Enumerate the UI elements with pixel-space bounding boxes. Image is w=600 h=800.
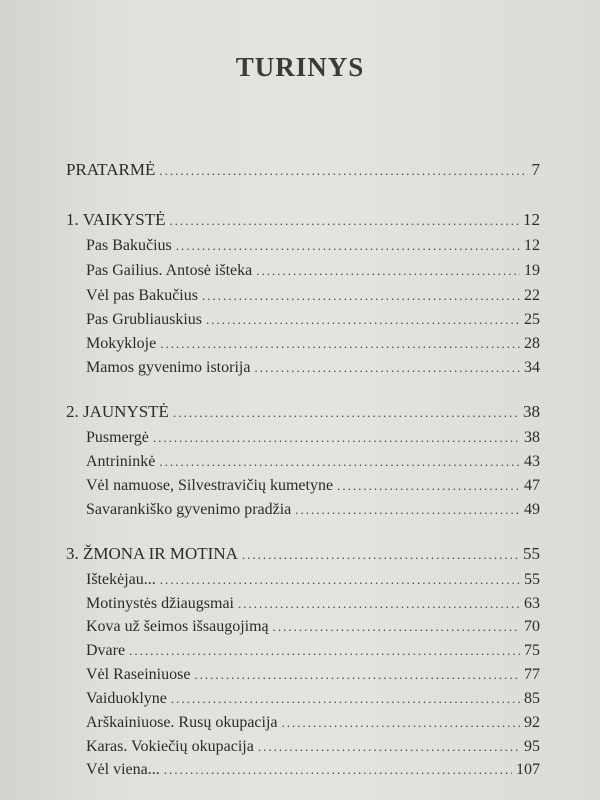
toc-entry bbox=[86, 476, 540, 496]
dot-leader bbox=[254, 358, 520, 378]
toc-entry bbox=[86, 617, 540, 637]
toc-entry-label: Kova už šeimos išsaugojimą bbox=[86, 618, 269, 635]
toc-entry-preface bbox=[66, 160, 540, 181]
toc-entry bbox=[86, 641, 540, 661]
toc-entry bbox=[86, 452, 540, 472]
toc-entry-label: Vėl namuose, Silvestravičių kumetyne bbox=[86, 477, 334, 494]
toc-entry bbox=[86, 594, 540, 614]
toc-entry-page: 55 bbox=[524, 571, 540, 588]
toc-entry bbox=[86, 286, 540, 306]
toc-entry-page: 7 bbox=[531, 160, 540, 179]
toc-entry-page: 47 bbox=[524, 477, 540, 494]
toc-entry-label: PRATARMĖ bbox=[66, 160, 156, 179]
dot-leader bbox=[337, 476, 520, 496]
toc-entry-page: 34 bbox=[524, 359, 540, 376]
toc-entry-page: 25 bbox=[524, 311, 540, 328]
toc-entry bbox=[86, 665, 540, 685]
toc-entry-label: Karas. Vokiečių okupacija bbox=[86, 738, 254, 755]
dot-leader bbox=[258, 737, 520, 757]
toc-entry bbox=[86, 428, 540, 448]
toc-chapter-label: 1. VAIKYSTĖ bbox=[66, 210, 166, 229]
toc-entry bbox=[86, 713, 540, 733]
toc-chapter-page: 12 bbox=[523, 210, 540, 229]
toc-entry-page: 43 bbox=[524, 453, 540, 470]
toc-chapter-label: 2. JAUNYSTĖ bbox=[66, 402, 169, 421]
toc-entry-page: 22 bbox=[524, 287, 540, 304]
toc-entry-label: Ištekėjau... bbox=[86, 571, 156, 588]
dot-leader bbox=[173, 403, 519, 423]
toc-entry-page: 107 bbox=[516, 761, 540, 778]
dot-leader bbox=[160, 334, 520, 354]
toc-entry bbox=[86, 310, 540, 330]
dot-leader bbox=[129, 641, 520, 661]
toc-entry bbox=[86, 500, 540, 520]
toc-chapter-2 bbox=[66, 402, 540, 423]
toc-entry-page: 49 bbox=[524, 501, 540, 518]
toc-entry-label: Vėl pas Bakučius bbox=[86, 287, 198, 304]
toc-entry bbox=[86, 236, 540, 256]
toc-entry bbox=[86, 760, 540, 780]
toc-entry bbox=[86, 689, 540, 709]
toc-entry bbox=[86, 570, 540, 590]
dot-leader bbox=[170, 211, 520, 231]
toc-entry-page: 63 bbox=[524, 595, 540, 612]
toc-entry-page: 75 bbox=[524, 642, 540, 659]
toc-entry-page: 12 bbox=[524, 237, 540, 254]
toc-entry-label: Savarankiško gyvenimo pradžia bbox=[86, 501, 292, 518]
dot-leader bbox=[295, 500, 520, 520]
toc-entry bbox=[86, 737, 540, 757]
toc-chapter-page: 38 bbox=[523, 402, 540, 421]
dot-leader bbox=[238, 594, 520, 614]
toc-entry-page: 70 bbox=[524, 618, 540, 635]
dot-leader bbox=[256, 261, 520, 281]
page-title: TURINYS bbox=[235, 52, 365, 82]
toc-entry-label: Pas Grubliauskius bbox=[86, 311, 202, 328]
toc-entry-page: 95 bbox=[524, 738, 540, 755]
toc-entry-label: Arškainiuose. Rusų okupacija bbox=[86, 714, 278, 731]
dot-leader bbox=[194, 665, 520, 685]
dot-leader bbox=[206, 310, 520, 330]
toc-entry bbox=[86, 261, 540, 281]
toc-entry-page: 92 bbox=[524, 714, 540, 731]
dot-leader bbox=[159, 452, 520, 472]
dot-leader bbox=[176, 236, 520, 256]
toc-entry-page: 77 bbox=[524, 666, 540, 683]
toc-entry-page: 28 bbox=[524, 335, 540, 352]
dot-leader bbox=[282, 713, 520, 733]
dot-leader bbox=[242, 545, 519, 565]
toc-chapter-1 bbox=[66, 210, 540, 231]
toc-entry-page: 19 bbox=[524, 262, 540, 279]
toc-entry-label: Mamos gyvenimo istorija bbox=[86, 359, 251, 376]
toc-entry bbox=[86, 334, 540, 354]
toc-entry-label: Pas Bakučius bbox=[86, 237, 172, 254]
toc-entry-label: Mokykloje bbox=[86, 335, 157, 352]
toc-chapter-page: 55 bbox=[523, 544, 540, 563]
dot-leader bbox=[160, 570, 520, 590]
toc-entry-label: Antrininkė bbox=[86, 453, 156, 470]
toc-entry-label: Pusmergė bbox=[86, 429, 149, 446]
toc-entry-label: Pas Gailius. Antosė išteka bbox=[86, 262, 253, 279]
toc-entry-page: 38 bbox=[524, 429, 540, 446]
toc-entry-label: Motinystės džiaugsmai bbox=[86, 595, 234, 612]
toc-chapter-3 bbox=[66, 544, 540, 565]
toc-entry-label: Dvare bbox=[86, 642, 126, 659]
toc-entry-label: Vėl Raseiniuose bbox=[86, 666, 191, 683]
dot-leader bbox=[159, 161, 527, 181]
dot-leader bbox=[202, 286, 520, 306]
dot-leader bbox=[153, 428, 520, 448]
toc-entry-page: 85 bbox=[524, 690, 540, 707]
toc-chapter-label: 3. ŽMONA IR MOTINA bbox=[66, 544, 238, 563]
toc-entry bbox=[86, 358, 540, 378]
dot-leader bbox=[273, 617, 520, 637]
dot-leader bbox=[164, 760, 512, 780]
dot-leader bbox=[171, 689, 520, 709]
toc-entry-label: Vaiduoklyne bbox=[86, 690, 167, 707]
toc-entry-label: Vėl viena... bbox=[86, 761, 160, 778]
